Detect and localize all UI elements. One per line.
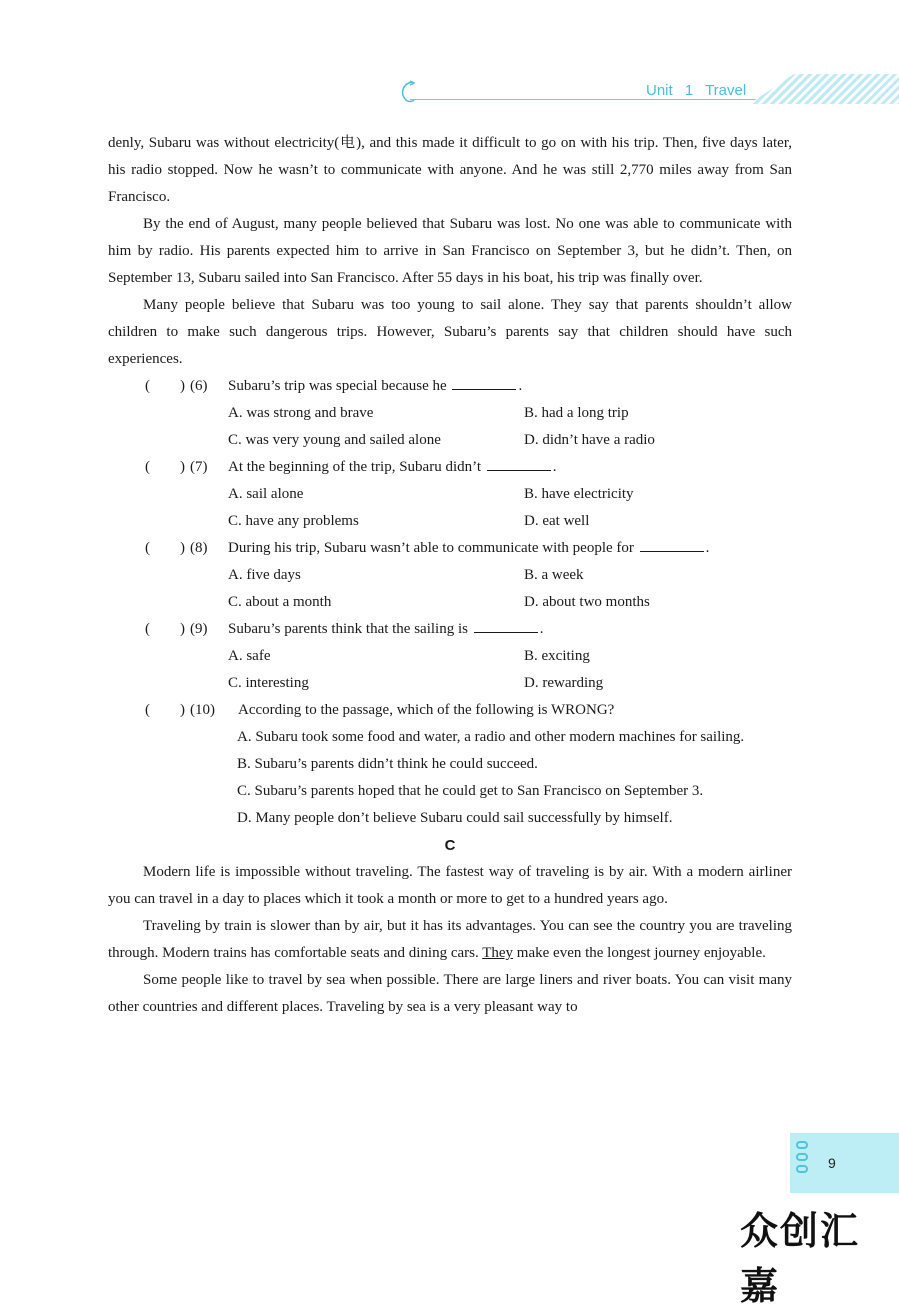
option-d[interactable]: D. eat well (524, 513, 590, 529)
option-b[interactable]: B. had a long trip (524, 405, 629, 421)
question-6 (108, 373, 792, 400)
question-10 (108, 697, 792, 724)
section-c-paragraph-3: Some people like to travel by sea when possible. There are large liners and river boats. You can visit many other countries and different places. Traveling by sea is a very pleasant way to (108, 972, 792, 1015)
option-d[interactable]: D. Many people don’t believe Subaru could sail successfully by himself. (237, 810, 673, 826)
option-a[interactable]: A. was strong and brave (228, 405, 374, 421)
option-c[interactable]: C. interesting (228, 675, 309, 691)
answer-blank (474, 618, 538, 633)
header-stripes (749, 74, 899, 104)
option-c[interactable]: C. Subaru’s parents hoped that he could get to San Francisco on September 3. (237, 783, 704, 799)
options-row (108, 589, 792, 616)
option-b[interactable]: B. a week (524, 567, 584, 583)
question-text: Subaru’s parents think that the sailing is . (228, 616, 543, 643)
answer-bracket[interactable]: ( ) (145, 378, 185, 394)
answer-blank (487, 456, 551, 471)
options-row (108, 400, 792, 427)
option-a[interactable]: A. safe (228, 648, 271, 664)
p2-text-before: Traveling by train is slower than by air, but it has its advantages. You can see the country you are traveling through. Modern trains has comfortable seats and dining cars. (108, 918, 792, 961)
swirl-icon (398, 80, 422, 106)
option-d[interactable]: D. didn’t have a radio (524, 432, 655, 448)
question-10-options (108, 724, 792, 832)
option-a[interactable]: A. five days (228, 567, 301, 583)
header-rule (410, 99, 775, 100)
option-d[interactable]: D. rewarding (524, 675, 604, 691)
answer-bracket[interactable]: ( ) (145, 702, 185, 718)
answer-bracket[interactable]: ( ) (145, 621, 185, 637)
section-c-paragraph-2 (108, 913, 792, 967)
option-d[interactable]: D. about two months (524, 594, 650, 610)
question-text: During his trip, Subaru wasn’t able to communicate with people for . (228, 535, 709, 562)
option-c[interactable]: C. was very young and sailed alone (228, 432, 441, 448)
options-row (108, 562, 792, 589)
question-number: (7) (190, 459, 208, 475)
option-a[interactable]: A. sail alone (228, 486, 304, 502)
answer-blank (640, 537, 704, 552)
option-b[interactable]: B. Subaru’s parents didn’t think he could succeed. (237, 756, 538, 772)
question-number: (10) (190, 702, 215, 718)
answer-blank (452, 375, 516, 390)
page-number-box (790, 1133, 899, 1193)
unit-title: Unit 1 Travel (646, 82, 747, 99)
question-text: Subaru’s trip was special because he . (228, 373, 522, 400)
paragraph-2: By the end of August, many people believed that Subaru was lost. No one was able to communicate with him by radio. His parents expected him to arrive in San Francisco on September 3, but he didn’t. Then, on September 13, Subaru sailed into San Francisco. After 55 days in his boat, his trip was finally over. (108, 216, 792, 286)
option-c[interactable]: C. about a month (228, 594, 332, 610)
question-8 (108, 535, 792, 562)
option-b[interactable]: B. exciting (524, 648, 590, 664)
page-header (398, 74, 899, 110)
decorative-dots-icon (796, 1141, 810, 1177)
question-number: (6) (190, 378, 208, 394)
option-a[interactable]: A. Subaru took some food and water, a radio and other modern machines for sailing. (237, 729, 745, 745)
question-text: According to the passage, which of the following is WRONG? (238, 702, 615, 718)
option-b[interactable]: B. have electricity (524, 486, 634, 502)
options-row (108, 670, 792, 697)
question-9 (108, 616, 792, 643)
page-number: 9 (828, 1155, 836, 1171)
paragraph-3: Many people believe that Subaru was too young to sail alone. They say that parents shouldn’t allow children to make such dangerous trips. However, Subaru’s parents say that children should have such experiences. (108, 297, 792, 367)
options-row (108, 481, 792, 508)
question-7 (108, 454, 792, 481)
paragraph-1: denly, Subaru was without electricity(电), and this made it difficult to go on with his trip. Then, five days later, his radio stopped. Now he wasn’t to communicate with anyone. And he was still 2,770 miles away from San Francisco. (108, 135, 792, 205)
options-row (108, 643, 792, 670)
p2-text-after: make even the longest journey enjoyable. (513, 945, 766, 961)
options-row (108, 508, 792, 535)
question-number: (8) (190, 540, 208, 556)
page-content (108, 130, 792, 1021)
section-c-paragraph-1: Modern life is impossible without traveling. The fastest way of traveling is by air. With a modern airliner you can travel in a day to places which it took a month or more to get to a hundred years ago. (108, 864, 792, 907)
answer-bracket[interactable]: ( ) (145, 540, 185, 556)
answer-bracket[interactable]: ( ) (145, 459, 185, 475)
question-number: (9) (190, 621, 208, 637)
watermark: 众创汇嘉 (740, 1209, 861, 1308)
options-row (108, 427, 792, 454)
option-c[interactable]: C. have any problems (228, 513, 359, 529)
underlined-word: They (482, 945, 514, 961)
question-text: At the beginning of the trip, Subaru didn’t . (228, 454, 557, 481)
section-heading: C (444, 837, 456, 854)
